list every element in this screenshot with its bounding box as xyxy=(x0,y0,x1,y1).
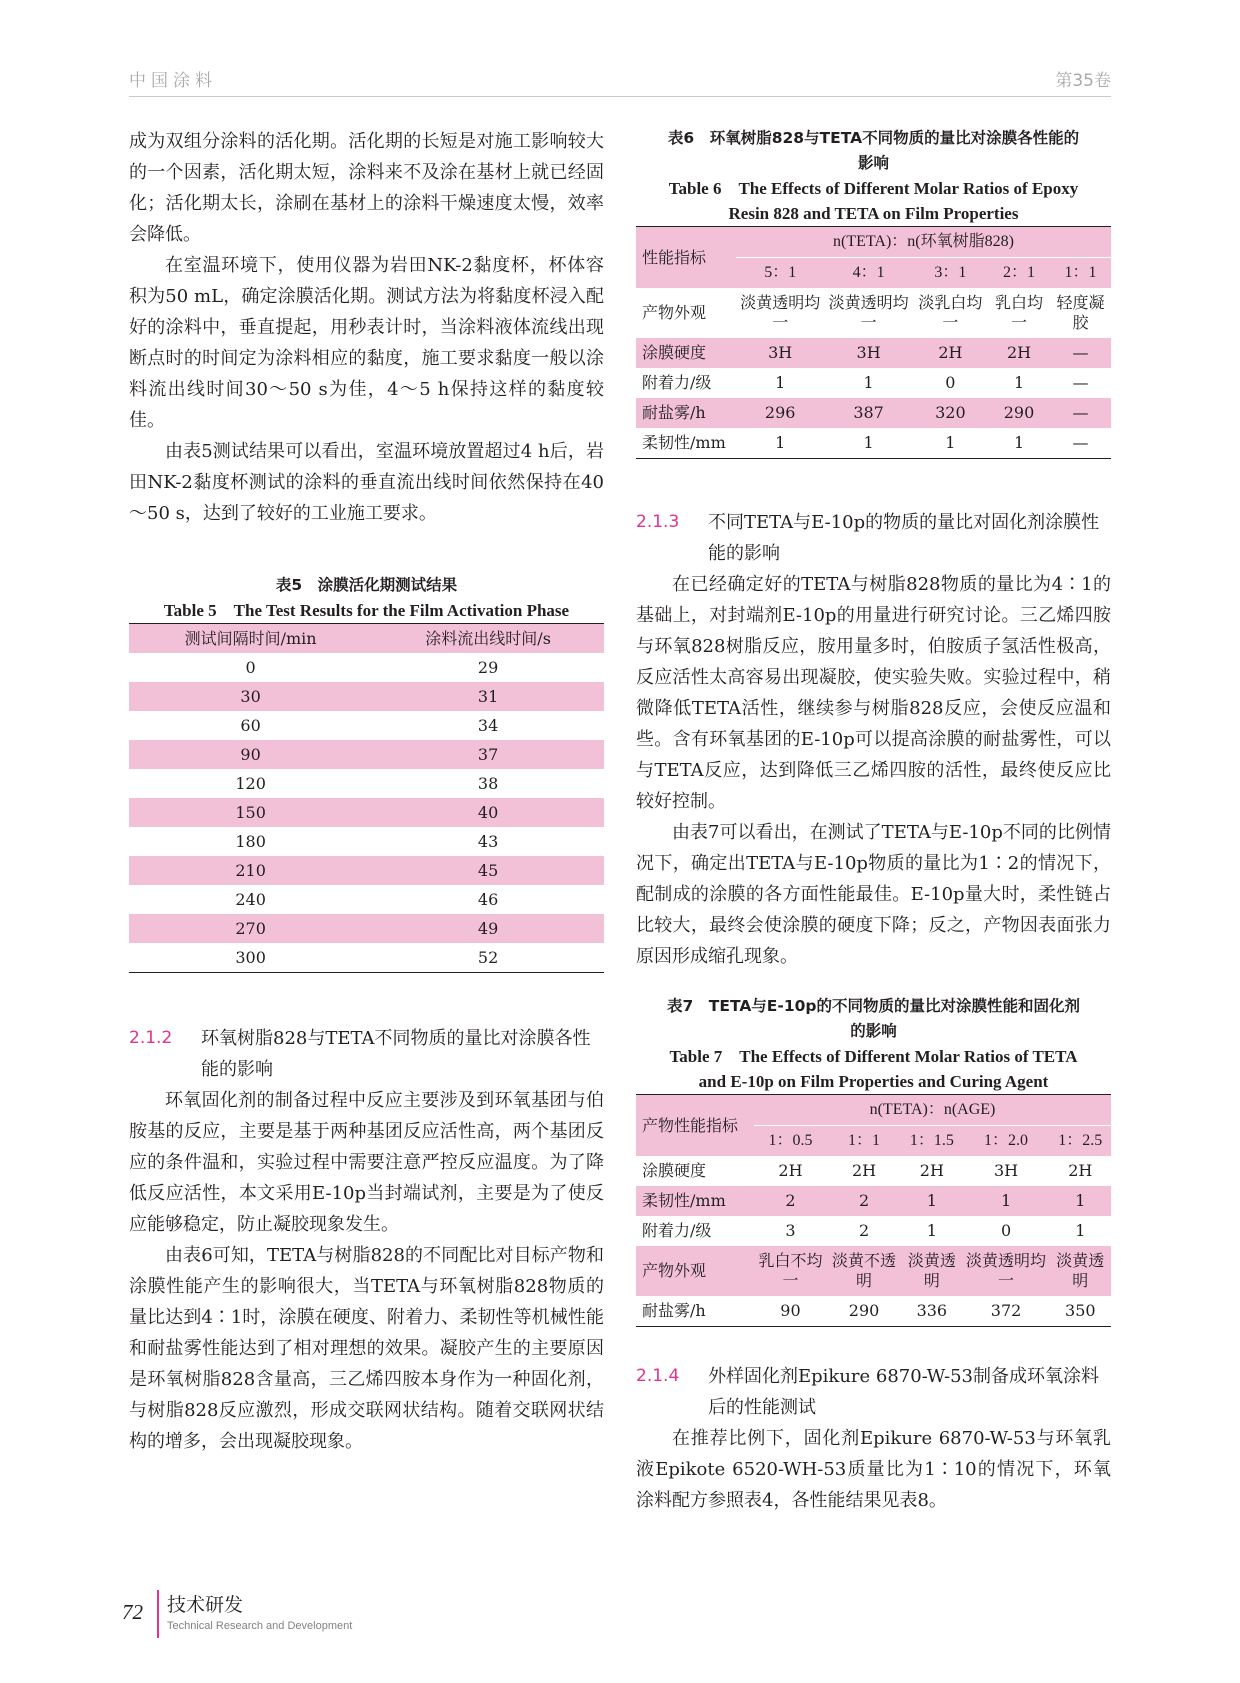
table-cell: 60 xyxy=(240,715,261,735)
table-cell: 372 xyxy=(990,1301,1022,1320)
row-label: 产物外观 xyxy=(636,1246,754,1296)
table-row xyxy=(636,1246,1111,1296)
column-header: 1：1.5 xyxy=(901,1126,962,1157)
table-cell: 46 xyxy=(477,889,499,909)
row-label: 涂膜硬度 xyxy=(642,1161,707,1180)
table-cell: 210 xyxy=(129,856,372,885)
table-row xyxy=(636,398,1111,428)
table-cell: 乳白不均一 xyxy=(754,1246,827,1296)
table-cell: — xyxy=(1072,433,1089,452)
table-cell: 2H xyxy=(778,1161,803,1180)
paragraph: 环氧固化剂的制备过程中反应主要涉及到环氧基团与伯胺基的反应，主要是基于两种基团反应活性高，两个基团反应的条件温和，实验过程中需要注意严控反应温度。为了降低反应活性，本文采用E-10p当封端试剂，主要是为了使反应能够稳定，防止凝胶现象发生。 xyxy=(129,1090,604,1235)
table-row xyxy=(129,798,604,827)
table-row xyxy=(129,856,604,885)
column-header: 4：1 xyxy=(824,258,912,289)
table-cell: 49 xyxy=(372,914,604,943)
table-cell: 0 xyxy=(945,373,956,392)
table-cell: 0 xyxy=(245,657,256,677)
table-cell: — xyxy=(1072,373,1089,392)
paragraph: 由表5测试结果可以看出，室温环境放置超过4 h后，岩田NK-2黏度杯测试的涂料的垂直流出线时间依然保持在40～50 s，达到了较好的工业施工要求。 xyxy=(129,441,604,524)
table-cell: 淡黄透明 xyxy=(901,1246,962,1296)
paragraph: 在室温环境下，使用仪器为岩田NK-2黏度杯，杯体容积为50 mL，确定涂膜活化期。测试方法为将黏度杯浸入配好的涂料中，垂直提起，用秒表计时，当涂料液体流线出现断点时的时间定为涂料相应的黏度，施工要求黏度一般以涂料流出线时间30～50 s为佳，4～5 h保持这样的黏度较佳。 xyxy=(129,255,604,431)
row-label-header: 性能指标 xyxy=(636,227,736,289)
section-heading xyxy=(636,507,1111,569)
caption-line: 表6 环氧树脂828与TETA不同物质的量比对涂膜各性能的 xyxy=(667,129,1080,147)
table-cell: 2 xyxy=(754,1186,827,1216)
caption-line: Resin 828 and TETA on Film Properties xyxy=(728,204,1019,223)
table-header-row xyxy=(636,1095,1111,1126)
table-cell: 2 xyxy=(827,1186,901,1216)
row-label: 附着力/级 xyxy=(642,1221,712,1240)
column-header: 1：0.5 xyxy=(754,1126,827,1157)
paragraph: 由表6可知，TETA与树脂828的不同配比对目标产物和涂膜性能产生的影响很大，当TETA与环氧树脂828物质的量比达到4∶1时，涂膜在硬度、附着力、柔韧性等机械性能和耐盐雾性能达到了相对理想的效果。凝胶产生的主要原因是环氧树脂828含量高，三乙烯四胺本身作为一种固化剂，与树脂828反应激烈，形成交联网状结构。随着交联网状结构的增多，会出现凝胶现象。 xyxy=(129,1245,604,1452)
section-number: 2.1.3 xyxy=(636,512,680,532)
table-cell: 38 xyxy=(477,773,499,793)
caption-line: Table 7 The Effects of Different Molar Ratios of TETA xyxy=(669,1047,1078,1066)
column-header: 测试间隔时间/min xyxy=(129,624,372,654)
table-cell: 350 xyxy=(1065,1301,1096,1320)
table-cell: 40 xyxy=(372,798,604,827)
caption-line: 的影响 xyxy=(850,1022,897,1040)
table-cell: 240 xyxy=(235,889,266,909)
caption-line: 影响 xyxy=(857,154,889,172)
table-cell: 3 xyxy=(785,1221,796,1240)
table-cell: 3H xyxy=(824,338,912,368)
column-header: 2：1 xyxy=(988,258,1050,289)
table-cell: 2H xyxy=(1068,1161,1093,1180)
table-cell: 1 xyxy=(775,433,786,452)
table-cell: — xyxy=(1050,338,1111,368)
caption-line: 表7 TETA与E-10p的不同物质的量比对涂膜性能和固化剂 xyxy=(667,997,1080,1015)
table-row xyxy=(129,682,604,711)
footer-divider xyxy=(157,1590,159,1638)
row-label: 涂膜硬度 xyxy=(636,338,736,368)
row-label: 柔韧性/mm xyxy=(642,433,726,452)
table-cell: 45 xyxy=(372,856,604,885)
table-cell: 淡黄不透明 xyxy=(827,1246,901,1296)
table-cell: 300 xyxy=(235,947,266,967)
section-title: 外样固化剂Epikure 6870-W-53制备成环氧涂料后的性能测试 xyxy=(708,1366,1099,1418)
column-header: 1：1 xyxy=(1050,258,1111,289)
table-cell: 1 xyxy=(863,373,874,392)
table-cell: 150 xyxy=(129,798,372,827)
table-cell: 1 xyxy=(945,433,956,452)
page-footer xyxy=(122,1590,522,1640)
table6 xyxy=(636,226,1111,459)
table-header-row xyxy=(129,624,604,654)
table-row xyxy=(129,943,604,973)
table-cell: 120 xyxy=(235,773,266,793)
table-cell: 1 xyxy=(1013,433,1025,452)
table-cell: 0 xyxy=(1000,1221,1012,1240)
column-header: 5：1 xyxy=(736,258,824,289)
header-rule xyxy=(129,96,1111,97)
section-title: 不同TETA与E-10p的物质的量比对固化剂涂膜性能的影响 xyxy=(708,512,1100,564)
table6-caption-en xyxy=(636,176,1111,226)
table-cell: 淡黄透明均一 xyxy=(740,293,821,332)
table-cell: 1 xyxy=(901,1186,962,1216)
table7-caption-en xyxy=(636,1044,1111,1094)
table-cell: 淡黄透明 xyxy=(1050,1246,1111,1296)
page-number: 72 xyxy=(122,1600,143,1624)
table-cell: — xyxy=(1050,398,1111,428)
table5 xyxy=(129,623,604,973)
table-cell: 淡黄透明均一 xyxy=(828,293,909,332)
section-number: 2.1.4 xyxy=(636,1366,680,1386)
volume-label: 第35卷 xyxy=(1055,71,1111,91)
row-label: 附着力/级 xyxy=(642,373,712,392)
caption-line: Table 6 The Effects of Different Molar Ratios of Epoxy xyxy=(668,179,1079,198)
table-cell: 37 xyxy=(372,740,604,769)
table-cell: 31 xyxy=(372,682,604,711)
table6-caption-zh xyxy=(636,126,1111,176)
group-header: n(TETA)：n(AGE) xyxy=(754,1095,1111,1126)
paragraph: 由表7可以看出，在测试了TETA与E-10p不同的比例情况下，确定出TETA与E-10p物质的量比为1∶2的情况下，配制成的涂膜的各方面性能最佳。E-10p量大时，柔性链占比较大，最终会使涂膜的硬度下降；反之，产物因表面张力原因形成缩孔现象。 xyxy=(636,822,1111,967)
table-cell: 290 xyxy=(988,398,1050,428)
row-label: 耐盐雾/h xyxy=(642,1301,706,1320)
table-cell: 52 xyxy=(477,947,499,967)
table-cell: 296 xyxy=(736,398,824,428)
table5-caption-en: Table 5 The Test Results for the Film Activation Phase xyxy=(163,601,570,620)
table-row xyxy=(636,428,1111,459)
table-cell: 1 xyxy=(1050,1186,1111,1216)
table-row xyxy=(636,1156,1111,1186)
row-label-header: 产物性能指标 xyxy=(636,1095,754,1157)
table-cell: 43 xyxy=(477,831,499,851)
table7-caption-zh xyxy=(636,994,1111,1044)
table-cell: 2H xyxy=(919,1161,944,1180)
table-cell: 1 xyxy=(963,1186,1050,1216)
paragraph: 成为双组分涂料的活化期。活化期的长短是对施工影响较大的一个因素，活化期太短，涂料来不及涂在基材上就已经固化；活化期太长，涂刷在基材上的涂料干燥速度太慢，效率会降低。 xyxy=(129,131,604,245)
right-column xyxy=(636,126,1111,1516)
table-cell: 3H xyxy=(736,338,824,368)
paragraph: 在推荐比例下，固化剂Epikure 6870-W-53与环氧乳液Epikote 6520-WH-53质量比为1∶10的情况下，环氧涂料配方参照表4，各性能结果见表8。 xyxy=(636,1428,1111,1511)
table-cell: 轻度凝胶 xyxy=(1056,293,1105,332)
table-cell: 淡黄透明均一 xyxy=(963,1246,1050,1296)
column-header: 1：1 xyxy=(827,1126,901,1157)
table5-caption-zh: 表5 涂膜活化期测试结果 xyxy=(275,576,458,594)
table-cell: 2H xyxy=(988,338,1050,368)
table-cell: 1 xyxy=(1013,373,1025,392)
table-row xyxy=(636,1296,1111,1327)
section-title: 环氧树脂828与TETA不同物质的量比对涂膜各性能的影响 xyxy=(201,1028,591,1080)
table-row xyxy=(129,711,604,740)
journal-name: 中国涂料 xyxy=(129,71,217,91)
table-cell: 320 xyxy=(913,398,988,428)
table-cell: 2H xyxy=(913,338,988,368)
table-cell: 2 xyxy=(858,1221,870,1240)
table-cell: 29 xyxy=(477,657,499,677)
table-cell: 90 xyxy=(780,1301,801,1320)
running-header xyxy=(129,66,1111,96)
section-name-en: Technical Research and Development xyxy=(167,1620,353,1632)
column-header: 3：1 xyxy=(913,258,988,289)
table-row xyxy=(129,914,604,943)
group-header: n(TETA)：n(环氧树脂828) xyxy=(736,227,1111,258)
section-number: 2.1.2 xyxy=(129,1028,173,1048)
row-label: 柔韧性/mm xyxy=(636,1186,754,1216)
table-cell: 3H xyxy=(993,1161,1019,1180)
column-header: 1：2.0 xyxy=(963,1126,1050,1157)
section-heading xyxy=(636,1361,1111,1423)
table-cell: 30 xyxy=(129,682,372,711)
table-cell: 1 xyxy=(926,1221,937,1240)
table-row xyxy=(636,368,1111,398)
table-row xyxy=(636,288,1111,338)
section-name-zh: 技术研发 xyxy=(167,1594,244,1616)
section-heading xyxy=(129,1023,604,1085)
table-cell: 290 xyxy=(848,1301,880,1320)
table-row xyxy=(129,827,604,856)
column-header: 涂料流出线时间/s xyxy=(372,624,604,654)
left-column xyxy=(129,126,604,1457)
table-row xyxy=(636,338,1111,368)
table-cell: 2H xyxy=(851,1161,877,1180)
table-row xyxy=(636,1186,1111,1216)
caption-line: and E-10p on Film Properties and Curing Agent xyxy=(698,1072,1049,1091)
table-row xyxy=(129,653,604,682)
paragraph: 在已经确定好的TETA与树脂828物质的量比为4∶1的基础上，对封端剂E-10p的用量进行研究讨论。三乙烯四胺与环氧828树脂反应，胺用量多时，伯胺质子氢活性极高，反应活性太高容易出现凝胶，使实验失败。实验过程中，稍微降低TETA活性，继续参与树脂828反应，会使反应温和些。含有环氧基团的E-10p可以提高涂膜的耐盐雾性，可以与TETA反应，达到降低三乙烯四胺的活性，最终使反应比较好控制。 xyxy=(636,574,1111,812)
table-cell: 336 xyxy=(916,1301,948,1320)
table-cell: 乳白均一 xyxy=(995,293,1044,332)
table-cell: 387 xyxy=(824,398,912,428)
row-label: 产物外观 xyxy=(642,303,707,322)
row-label: 耐盐雾/h xyxy=(636,398,736,428)
table-cell: 淡乳白均一 xyxy=(918,293,983,332)
table-row xyxy=(636,1216,1111,1246)
table-row xyxy=(129,769,604,798)
table7 xyxy=(636,1094,1111,1327)
table-cell: 180 xyxy=(235,831,266,851)
table-cell: 270 xyxy=(129,914,372,943)
table-cell: 1 xyxy=(775,373,786,392)
column-header: 1：2.5 xyxy=(1050,1126,1111,1157)
table-cell: 90 xyxy=(129,740,372,769)
table-row xyxy=(129,740,604,769)
table-header-row xyxy=(636,227,1111,258)
table-cell: 34 xyxy=(477,715,499,735)
table-row xyxy=(129,885,604,914)
table-cell: 1 xyxy=(863,433,874,452)
table-cell: 1 xyxy=(1075,1221,1086,1240)
